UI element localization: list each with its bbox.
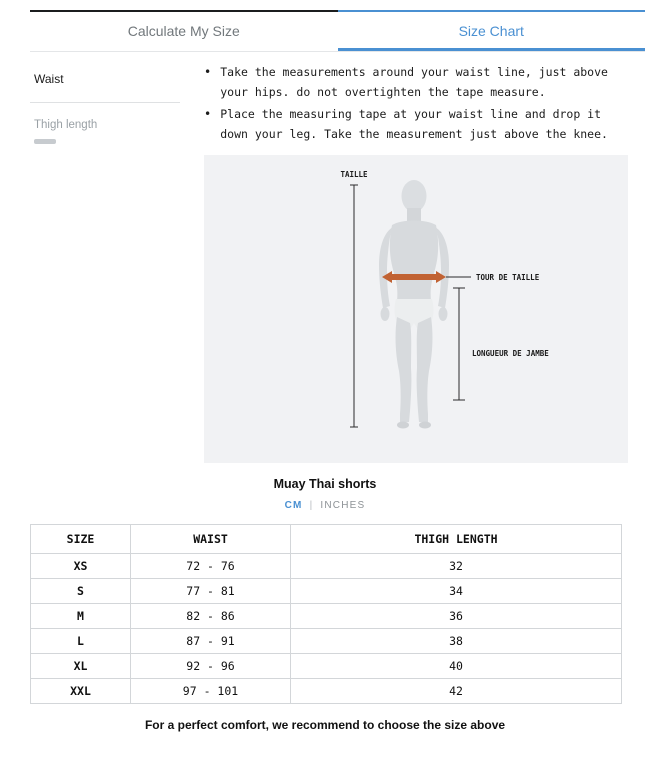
tab-size-chart[interactable]: Size Chart: [338, 10, 646, 51]
cell-size: XS: [31, 553, 131, 578]
cell-size: L: [31, 628, 131, 653]
instruction-item: [204, 62, 630, 102]
size-guide-panel: [0, 10, 650, 732]
mannequin-body: [379, 180, 449, 429]
cell-thigh: 32: [291, 553, 622, 578]
cell-thigh: 38: [291, 628, 622, 653]
table-header-row: [31, 524, 622, 553]
recommendation-note: For a perfect comfort, we recommend to choose the size above: [144, 717, 506, 732]
tab-bar: [30, 10, 645, 52]
cell-thigh: 34: [291, 578, 622, 603]
bullet-icon: •: [204, 107, 212, 122]
leg-measure-line: [453, 288, 465, 400]
bullet-icon: •: [204, 65, 212, 79]
cell-size: XL: [31, 653, 131, 678]
instruction-list: [204, 62, 630, 145]
header-thigh-length: THIGH LENGTH: [291, 524, 622, 553]
taille-label: TAILLE: [340, 169, 368, 179]
table-row: [31, 628, 622, 653]
cell-waist: 82 - 86: [131, 603, 291, 628]
instruction-item: [204, 104, 630, 144]
content-row: [30, 52, 630, 463]
table-row: [31, 603, 622, 628]
table-row: [31, 653, 622, 678]
table-row: [31, 578, 622, 603]
measurement-sidebar: [30, 52, 180, 463]
table-row: [31, 678, 622, 703]
thigh-length-indicator: [34, 139, 56, 144]
instruction-text: Place the measuring tape at your waist line and drop it down your leg. Take the measurement just above the knee.: [220, 107, 608, 142]
unit-toggle-inches[interactable]: INCHES: [320, 499, 366, 511]
cell-waist: 97 - 101: [131, 678, 291, 703]
sidebar-item-thigh-length[interactable]: Thigh length: [34, 119, 98, 131]
header-waist: WAIST: [131, 524, 291, 553]
measurement-figure: [204, 155, 628, 463]
cell-waist: 87 - 91: [131, 628, 291, 653]
longueur-de-jambe-label: LONGUEUR DE JAMBE: [472, 348, 549, 358]
cell-size: S: [31, 578, 131, 603]
unit-toggle: [0, 500, 650, 511]
unit-toggle-cm[interactable]: CM: [284, 499, 303, 511]
cell-waist: 72 - 76: [131, 553, 291, 578]
sidebar-item-waist[interactable]: Waist: [30, 64, 180, 103]
size-table: [30, 524, 622, 704]
instruction-text: Take the measurements around your waist line, just above your hips. do not overtighten the tape measure.: [220, 65, 608, 100]
cell-thigh: 36: [291, 603, 622, 628]
mannequin-illustration: [204, 155, 628, 463]
cell-waist: 92 - 96: [131, 653, 291, 678]
unit-separator: |: [309, 499, 314, 511]
cell-size: XXL: [31, 678, 131, 703]
instructions-column: [180, 52, 630, 463]
cell-waist: 77 - 81: [131, 578, 291, 603]
taille-measure-line: [350, 185, 358, 427]
cell-thigh: 42: [291, 678, 622, 703]
cell-size: M: [31, 603, 131, 628]
tour-de-taille-label: TOUR DE TAILLE: [476, 272, 540, 282]
header-size: SIZE: [31, 524, 131, 553]
table-row: [31, 553, 622, 578]
tab-calculate-my-size[interactable]: Calculate My Size: [30, 10, 338, 51]
cell-thigh: 40: [291, 653, 622, 678]
product-title: Muay Thai shorts: [273, 476, 377, 491]
